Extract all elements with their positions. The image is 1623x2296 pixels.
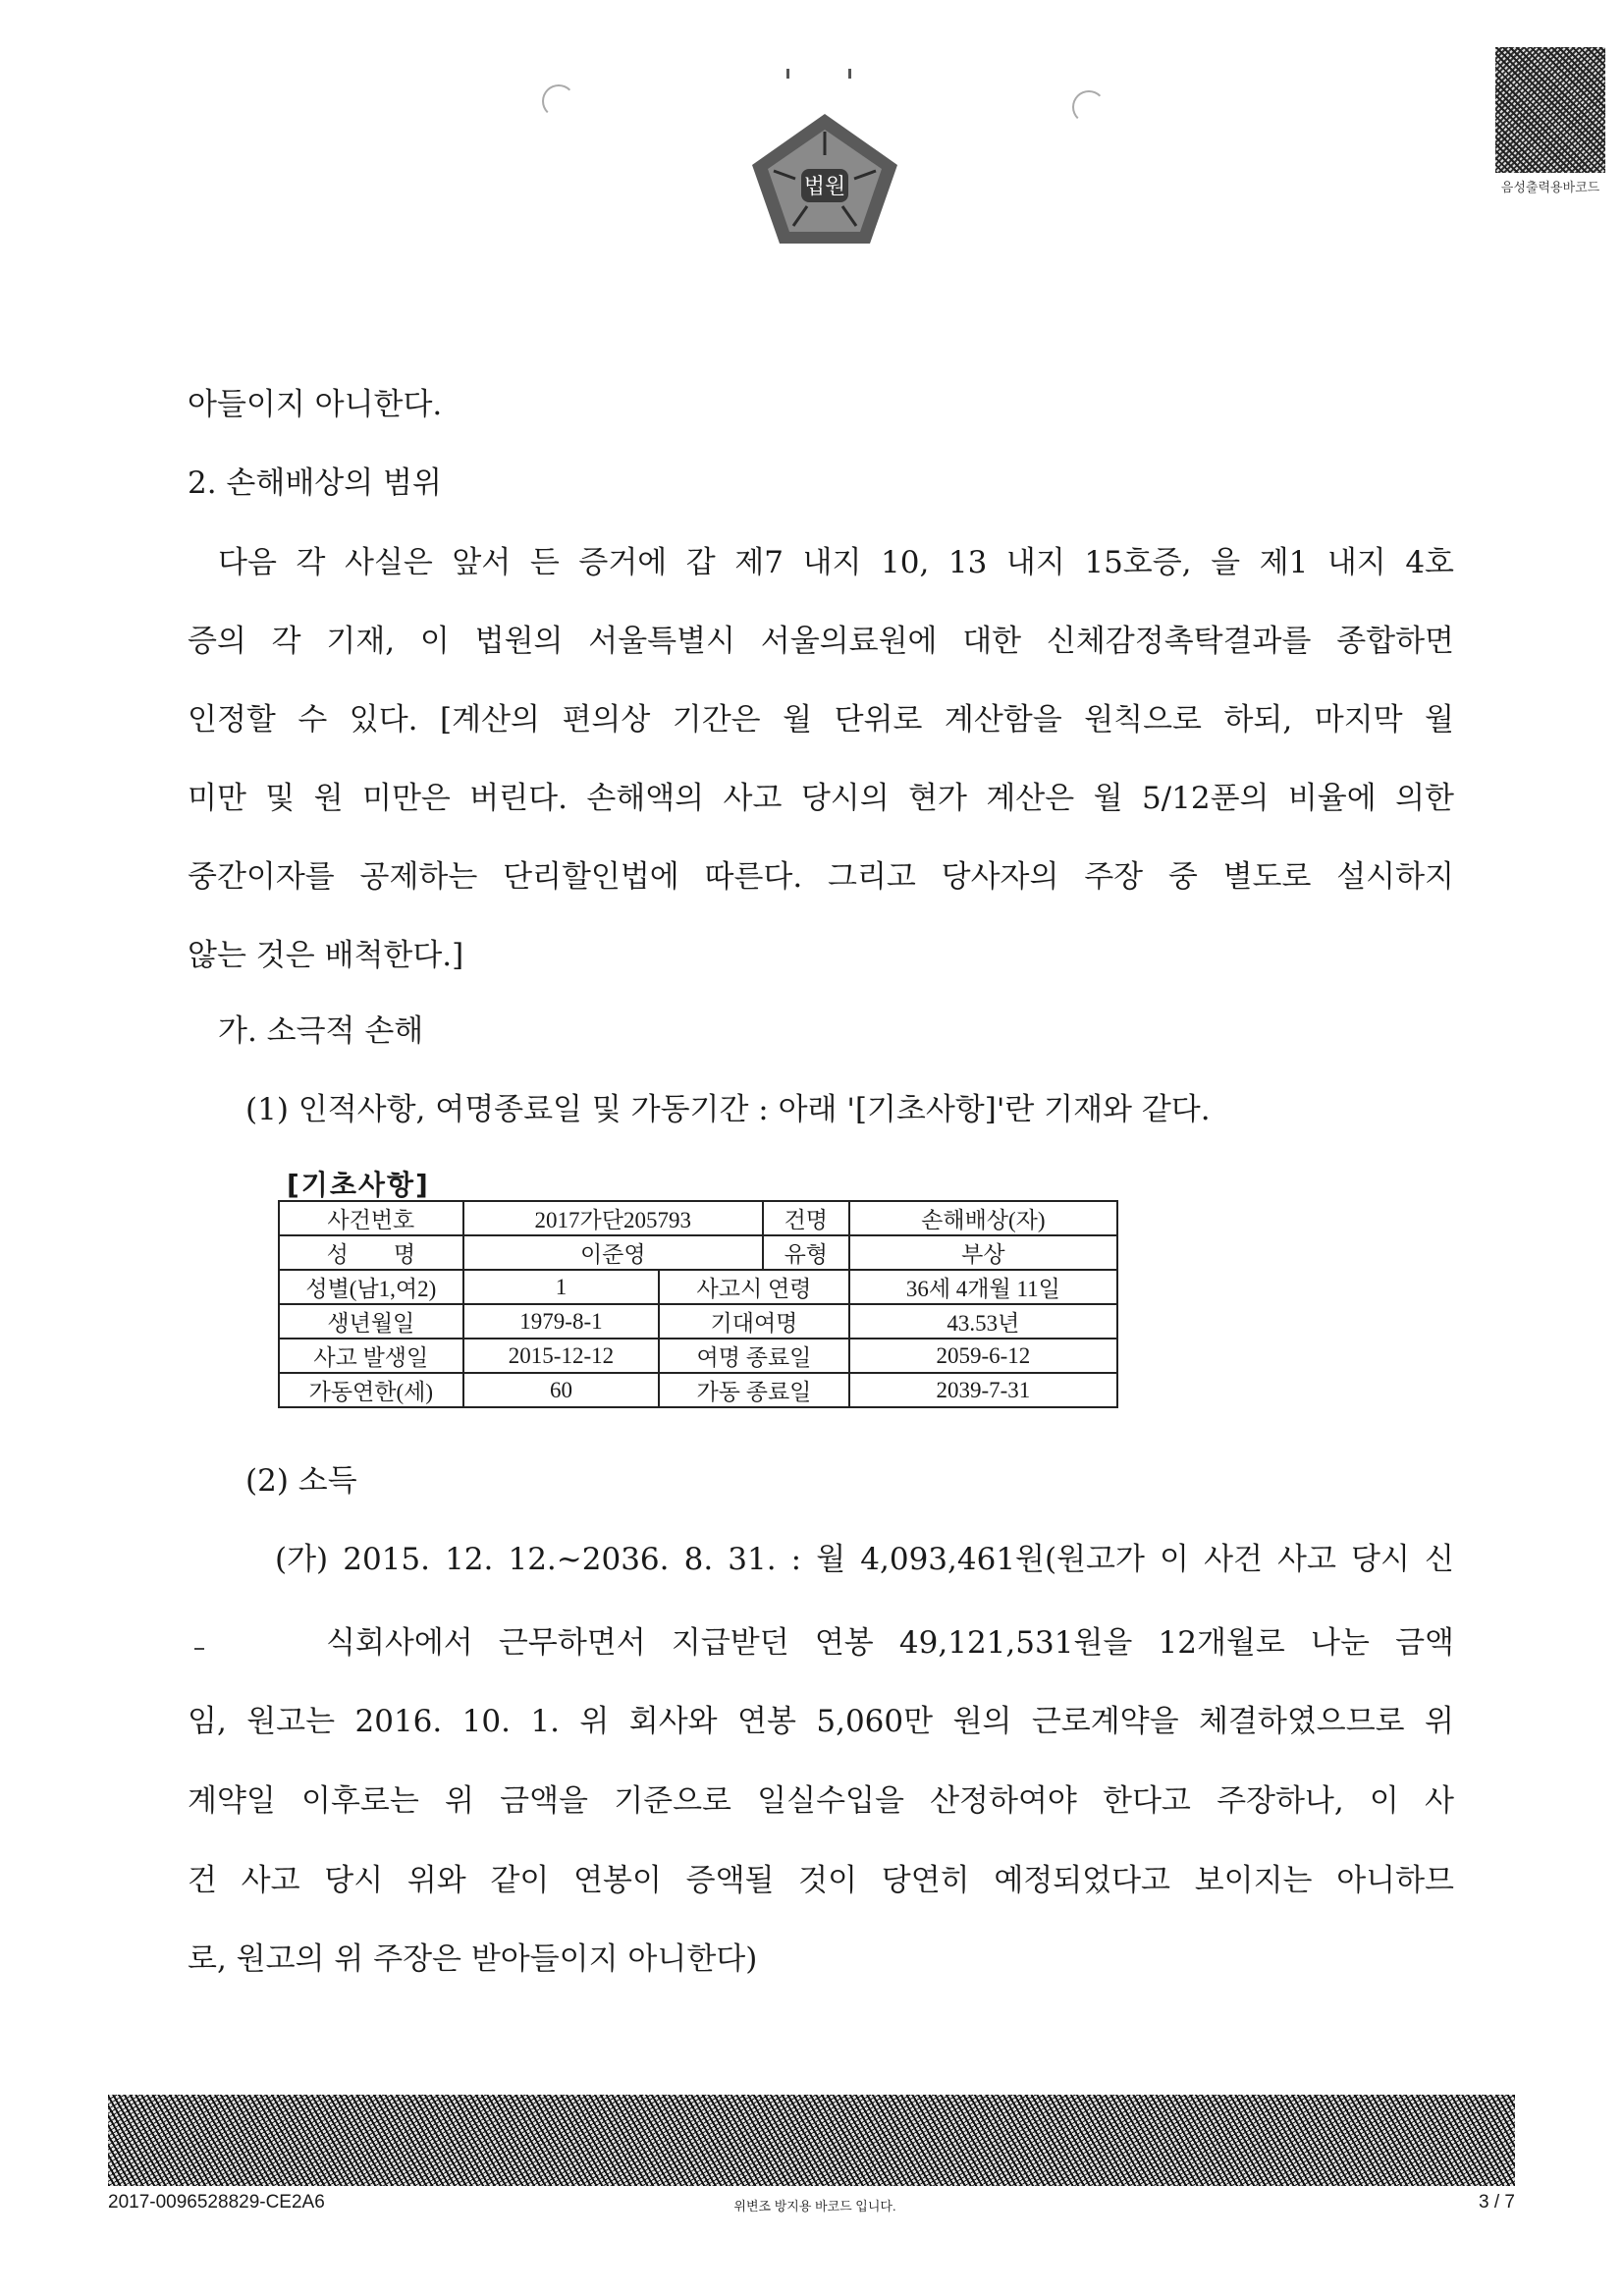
- table-cell: 1979-8-1: [463, 1304, 660, 1339]
- table-cell: 기대여명: [659, 1304, 848, 1339]
- qr-caption: 음성출력용바코드: [1500, 180, 1600, 194]
- section-heading-2: 2. 손해배상의 범위: [188, 465, 442, 501]
- table-cell: 사고시 연령: [659, 1270, 848, 1304]
- table-row: [279, 1339, 1117, 1373]
- table-cell: 가동연한(세): [279, 1373, 463, 1407]
- income-line-5: 건 사고 당시 위와 같이 연봉이 증액될 것이 당연히 예정되었다고 보이지는 아니하므: [188, 1863, 1454, 1898]
- body-line-1: 아들이지 아니한다.: [188, 387, 443, 422]
- table-cell: 43.53년: [849, 1304, 1117, 1339]
- body-line-7: 중간이자를 공제하는 단리할인법에 따른다. 그리고 당사자의 주장 중 별도로 설시하지: [188, 859, 1454, 895]
- table-cell: 1: [463, 1270, 660, 1304]
- table-row: [279, 1201, 1117, 1235]
- item-heading-1: (1) 인적사항, 여명종료일 및 가동기간 : 아래 '[기초사항]'란 기재와 같다.: [245, 1092, 1211, 1127]
- body-line-6: 미만 및 원 미만은 버린다. 손해액의 사고 당시의 현가 계산은 월 5/12푼의 비율에 의한: [188, 781, 1454, 816]
- tick-mark-left: [786, 69, 789, 79]
- table-cell: 사건번호: [279, 1201, 463, 1235]
- table-cell: 2039-7-31: [849, 1373, 1117, 1407]
- table-title: [기초사항]: [287, 1169, 430, 1201]
- redaction-mark: [194, 1648, 204, 1650]
- income-line-6: 로, 원고의 위 주장은 받아들이지 아니한다): [188, 1941, 758, 1977]
- income-heading: (2) 소득: [245, 1463, 357, 1499]
- body-line-8: 않는 것은 배척한다.]: [188, 938, 464, 973]
- body-line-4: 증의 각 기재, 이 법원의 서울특별시 서울의료원에 대한 신체감정촉탁결과를 종합하면: [188, 624, 1454, 659]
- table-cell: 손해배상(자): [849, 1201, 1117, 1235]
- table-cell: 가동 종료일: [659, 1373, 848, 1407]
- table-cell: 성 명: [279, 1235, 463, 1270]
- table-row: [279, 1235, 1117, 1270]
- table-cell: 36세 4개월 11일: [849, 1270, 1117, 1304]
- table-cell: 60: [463, 1373, 660, 1407]
- table-cell: 2015-12-12: [463, 1339, 660, 1373]
- subsection-heading: 가. 소극적 손해: [218, 1013, 424, 1049]
- qr-code: [1495, 47, 1605, 173]
- table-cell: 성별(남1,여2): [279, 1270, 463, 1304]
- table-cell: 생년월일: [279, 1304, 463, 1339]
- forgery-notice: 위변조 방지용 바코드 입니다.: [733, 2199, 896, 2214]
- table-row: [279, 1304, 1117, 1339]
- court-seal-emblem: [746, 110, 903, 249]
- table-row: [279, 1373, 1117, 1407]
- table-cell: 부상: [849, 1235, 1117, 1270]
- tick-mark-right: [848, 69, 851, 79]
- body-line-5: 인정할 수 있다. [계산의 편의상 기간은 월 단위로 계산함을 원칙으로 하되, 마지막 월: [188, 702, 1454, 738]
- income-line-3: 임, 원고는 2016. 10. 1. 위 회사와 연봉 5,060만 원의 근로계약을 체결하였으므로 위: [188, 1704, 1454, 1739]
- table-cell: 이준영: [463, 1235, 763, 1270]
- page-number: 3 / 7: [1479, 2192, 1515, 2213]
- table-cell: 2059-6-12: [849, 1339, 1117, 1373]
- table-cell: 여명 종료일: [659, 1339, 848, 1373]
- table-cell: 사고 발생일: [279, 1339, 463, 1373]
- table-cell: 2017가단205793: [463, 1201, 763, 1235]
- body-line-3: 다음 각 사실은 앞서 든 증거에 갑 제7 내지 10, 13 내지 15호증, 을 제1 내지 4호: [218, 545, 1454, 580]
- document-id: 2017-0096528829-CE2A6: [108, 2192, 325, 2213]
- punch-hole-left: [542, 84, 575, 118]
- punch-hole-right: [1072, 90, 1106, 124]
- income-line-1: (가) 2015. 12. 12.~2036. 8. 31. : 월 4,093,461원(원고가 이 사건 사고 당시 신: [275, 1542, 1454, 1577]
- anti-forgery-barcode: [108, 2095, 1515, 2186]
- table-cell: 건명: [763, 1201, 849, 1235]
- table-row: [279, 1270, 1117, 1304]
- income-line-2: 식회사에서 근무하면서 지급받던 연봉 49,121,531원을 12개월로 나눈 금액: [326, 1625, 1454, 1661]
- income-line-4: 계약일 이후로는 위 금액을 기준으로 일실수입을 산정하여야 한다고 주장하나, 이 사: [188, 1783, 1454, 1819]
- basic-facts-table: [278, 1200, 1118, 1408]
- table-cell: 유형: [763, 1235, 849, 1270]
- seal-text: 법원: [803, 175, 846, 199]
